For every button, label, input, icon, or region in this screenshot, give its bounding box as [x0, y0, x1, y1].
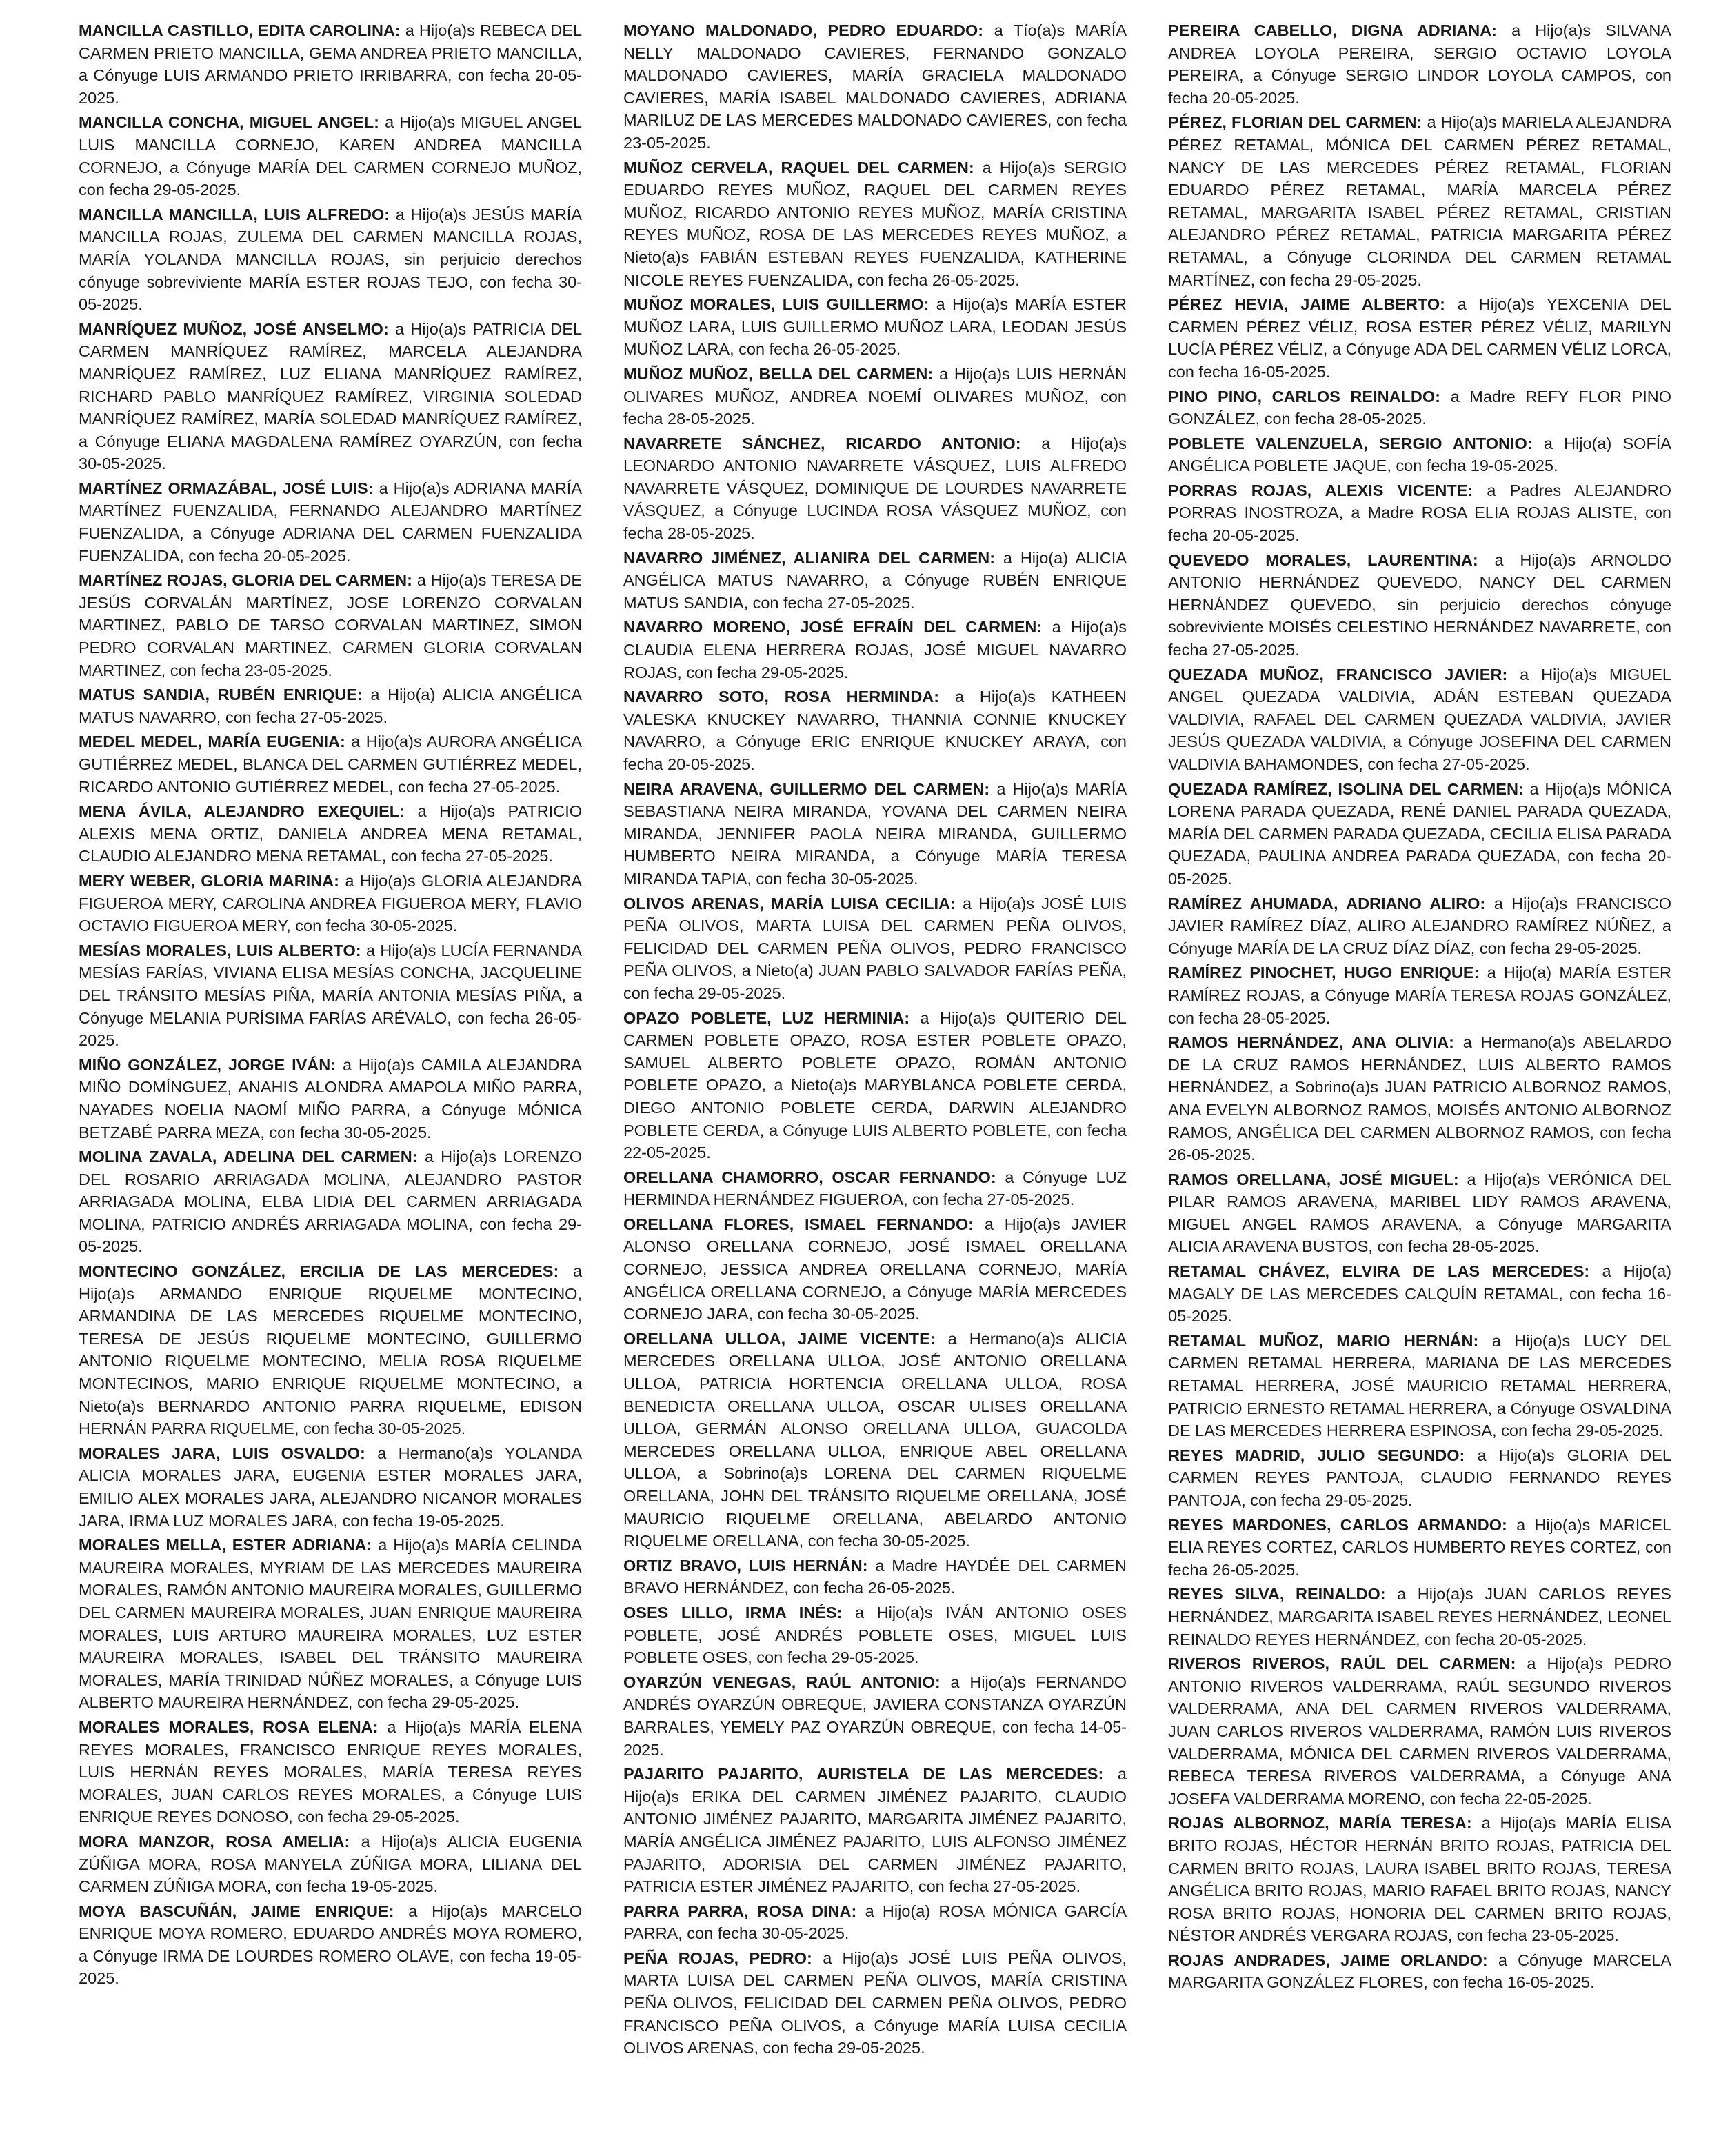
deceased-name: MANRÍQUEZ MUÑOZ, JOSÉ ANSELMO: [79, 319, 389, 338]
notice-entry [1168, 778, 1671, 890]
deceased-name: ORELLANA CHAMORRO, OSCAR FERNANDO: [623, 1168, 996, 1186]
heirs-text: a Hijo(a) ALICIA ANGÉLICA MATUS NAVARRO, con fecha 27-05-2025. [79, 686, 582, 726]
deceased-name: MORA MANZOR, ROSA AMELIA: [79, 1832, 350, 1850]
heirs-text: a Hijo(a)s MARÍA ELISA BRITO ROJAS, HÉCTOR HERNÁN BRITO ROJAS, PATRICIA DEL CARMEN BRITO ROJAS, LAURA ISABEL BRITO ROJAS, TERESA ANGÉLICA BRITO ROJAS, MARIO RAFAEL BRITO ROJAS, NANCY ROSA BRITO ROJAS, HONORIA DEL CARMEN BRITO ROJAS, NÉSTOR ANDRÉS VERGARA ROJAS, con fecha 23-05-2025. [1168, 1814, 1672, 1945]
heirs-text: a Hijo(a)s JOSÉ LUIS PEÑA OLIVOS, MARTA LUISA DEL CARMEN PEÑA OLIVOS, FELICIDAD DEL CARMEN PEÑA OLIVOS, PEDRO FRANCISCO PEÑA OLIVOS, a Nieto(a) JUAN PABLO SALVADOR FARÍAS PEÑA, con fecha 29-05-2025. [623, 894, 1127, 1002]
notice-entry [623, 1328, 1127, 1553]
notice-entry [1168, 1949, 1671, 1994]
deceased-name: NAVARRO JIMÉNEZ, ALIANIRA DEL CARMEN: [623, 548, 996, 567]
heirs-text: a Hijo(a)s PATRICIA DEL CARMEN MANRÍQUEZ RAMÍREZ, MARCELA ALEJANDRA MANRÍQUEZ RAMÍREZ, LUZ ELIANA MANRÍQUEZ RAMÍREZ, RICHARD PABLO MANRÍQUEZ RAMÍREZ, VIRGINIA SOLEDAD MANRÍQUEZ RAMÍREZ, MARÍA SOLEDAD MANRÍQUEZ RAMÍREZ, a Cónyuge ELIANA MAGDALENA RAMÍREZ OYARZÚN, con fecha 30-05-2025. [79, 319, 583, 473]
deceased-name: MORALES JARA, LUIS OSVALDO: [79, 1444, 365, 1462]
heirs-text: a Hijo(a)s QUITERIO DEL CARMEN POBLETE OPAZO, ROSA ESTER POBLETE OPAZO, SAMUEL ALBERTO POBLETE OPAZO, ROMÁN ANTONIO POBLETE OPAZO, a Nieto(a)s MARYBLANCA POBLETE CERDA, DIEGO ANTONIO POBLETE CERDA, DARWIN ALEJANDRO POBLETE CERDA, a Cónyuge LUIS ALBERTO POBLETE, con fecha 22-05-2025. [623, 1008, 1127, 1162]
notice-entry [79, 477, 582, 567]
notice-entry [1168, 1444, 1671, 1512]
deceased-name: REYES MADRID, JULIO SEGUNDO: [1168, 1446, 1465, 1464]
heirs-text: a Hijo(a)s FRANCISCO JAVIER RAMÍREZ DÍAZ, ALIRO ALEJANDRO RAMÍREZ NÚÑEZ, a Cónyuge MARÍA DE LA CRUZ DÍAZ DÍAZ, con fecha 29-05-2025. [1168, 894, 1671, 957]
notice-entry [79, 1146, 582, 1258]
heirs-text: a Hijo(a)s LEONARDO ANTONIO NAVARRETE VÁSQUEZ, LUIS ALFREDO NAVARRETE VÁSQUEZ, DOMINIQUE DE LOURDES NAVARRETE VÁSQUEZ, a Cónyuge LUCINDA ROSA VÁSQUEZ MUÑOZ, con fecha 28-05-2025. [623, 434, 1127, 543]
deceased-name: ROJAS ALBORNOZ, MARÍA TERESA: [1168, 1814, 1472, 1833]
deceased-name: PORRAS ROJAS, ALEXIS VICENTE: [1168, 481, 1473, 499]
deceased-name: NEIRA ARAVENA, GUILLERMO DEL CARMEN: [623, 779, 990, 798]
deceased-name: PINO PINO, CARLOS REINALDO: [1168, 387, 1440, 406]
notice-entry [1168, 432, 1671, 477]
notice-entry [1168, 549, 1671, 661]
deceased-name: MEDEL MEDEL, MARÍA EUGENIA: [79, 732, 345, 751]
notice-entry [623, 1007, 1127, 1164]
deceased-name: MANCILLA CASTILLO, EDITA CAROLINA: [79, 21, 401, 39]
notice-entry [1168, 19, 1671, 109]
notice-entry [1168, 479, 1671, 547]
deceased-name: PAJARITO PAJARITO, AURISTELA DE LAS MERCEDES: [623, 1765, 1104, 1784]
heirs-text: a Hijo(a)s MARÍA ELENA REYES MORALES, FRANCISCO ENRIQUE REYES MORALES, LUIS HERNÁN REYES MORALES, MARÍA TERESA REYES MORALES, JUAN CARLOS REYES MORALES, a Cónyuge LUIS ENRIQUE REYES DONOSO, con fecha 29-05-2025. [79, 1717, 582, 1826]
heirs-text: a Padres ALEJANDRO PORRAS INOSTROZA, a Madre ROSA ELIA ROJAS ALISTE, con fecha 20-05-2025. [1168, 481, 1671, 545]
notice-entry [1168, 1031, 1671, 1166]
notice-entry [1168, 111, 1671, 291]
deceased-name: RETAMAL CHÁVEZ, ELVIRA DE LAS MERCEDES: [1168, 1262, 1590, 1281]
notice-entry [79, 569, 582, 681]
deceased-name: MUÑOZ CERVELA, RAQUEL DEL CARMEN: [623, 158, 974, 177]
notice-entry [79, 939, 582, 1052]
notice-entry [79, 800, 582, 868]
heirs-text: a Tío(a)s MARÍA NELLY MALDONADO CAVIERES, FERNANDO GONZALO MALDONADO CAVIERES, MARÍA GRACIELA MALDONADO CAVIERES, MARÍA ISABEL MALDONADO CAVIERES, ADRIANA MARILUZ DE LAS MERCEDES MALDONADO CAVIERES, con fecha 23-05-2025. [623, 21, 1127, 152]
notice-entry [1168, 892, 1671, 960]
heirs-text: a Hijo(a)s LORENZO DEL ROSARIO ARRIAGADA MOLINA, ALEJANDRO PASTOR ARRIAGADA MOLINA, ELBA LIDIA DEL CARMEN ARRIAGADA MOLINA, PATRICIO ANDRÉS ARRIAGADA MOLINA, con fecha 29-05-2025. [79, 1148, 583, 1256]
column-right [1168, 19, 1671, 2156]
notice-entry [1168, 1168, 1671, 1258]
deceased-name: MONTECINO GONZÁLEZ, ERCILIA DE LAS MERCEDES: [79, 1262, 559, 1281]
heirs-text: a Hermano(a)s ALICIA MERCEDES ORELLANA ULLOA, JOSÉ ANTONIO ORELLANA ULLOA, PATRICIA HORTENCIA ORELLANA ULLOA, ROSA BENEDICTA ORELLANA ULLOA, OSCAR ULISES ORELLANA ULLOA, GERMÁN ALONSO ORELLANA ULLOA, GUACOLDA MERCEDES ORELLANA ULLOA, ENRIQUE ABEL ORELLANA ULLOA, a Sobrino(a)s LORENA DEL CARMEN RIQUELME ORELLANA, JOHN DEL TRÁNSITO RIQUELME ORELLANA, JOSÉ MAURICIO RIQUELME ORELLANA, ABELARDO ANTONIO RIQUELME ORELLANA, con fecha 30-05-2025. [623, 1329, 1127, 1550]
notice-entry [79, 203, 582, 316]
notice-entry [79, 730, 582, 798]
deceased-name: NAVARRO MORENO, JOSÉ EFRAÍN DEL CARMEN: [623, 618, 1043, 637]
deceased-name: NAVARRO SOTO, ROSA HERMINDA: [623, 688, 940, 706]
heirs-text: a Hijo(a) ALICIA ANGÉLICA MATUS NAVARRO, a Cónyuge RUBÉN ENRIQUE MATUS SANDIA, con fecha 27-05-2025. [623, 548, 1127, 612]
deceased-name: RETAMAL MUÑOZ, MARIO HERNÁN: [1168, 1331, 1479, 1350]
heirs-text: a Hijo(a)s GLORIA DEL CARMEN REYES PANTOJA, CLAUDIO FERNANDO REYES PANTOJA, con fecha 29-05-2025. [1168, 1446, 1671, 1509]
notice-entry [1168, 293, 1671, 383]
heirs-text: a Hijo(a)s GLORIA ALEJANDRA FIGUEROA MERY, CAROLINA ANDREA FIGUEROA MERY, FLAVIO OCTAVIO FIGUEROA MERY, con fecha 30-05-2025. [79, 871, 583, 935]
heirs-text: a Hijo(a) ROSA MÓNICA GARCÍA PARRA, con fecha 30-05-2025. [623, 1902, 1127, 1943]
heirs-text: a Hijo(a)s MIGUEL ANGEL QUEZADA VALDIVIA, ADÁN ESTEBAN QUEZADA VALDIVIA, RAFAEL DEL CARMEN QUEZADA VALDIVIA, JAVIER JESÚS QUEZADA VALDIVIA, a Cónyuge JOSEFINA DEL CARMEN VALDIVIA BAHAMONDES, con fecha 27-05-2025. [1168, 665, 1671, 773]
deceased-name: MARTÍNEZ ORMAZÁBAL, JOSÉ LUIS: [79, 479, 374, 497]
heirs-text: a Hijo(a)s KATHEEN VALESKA KNUCKEY NAVARRO, THANNIA CONNIE KNUCKEY NAVARRO, a Cónyuge ERIC ENRIQUE KNUCKEY ARAYA, con fecha 20-05-2025. [623, 688, 1127, 773]
heirs-text: a Hijo(a)s PEDRO ANTONIO RIVEROS VALDERRAMA, RAÚL SEGUNDO RIVEROS VALDERRAMA, ANA DEL CARMEN RIVEROS VALDERRAMA, JUAN CARLOS RIVEROS VALDERRAMA, RAMÓN LUIS RIVEROS VALDERRAMA, MÓNICA DEL CARMEN RIVEROS VALDERRAMA, REBECA TERESA RIVEROS VALDERRAMA, a Cónyuge ANA JOSEFA VALDERRAMA MORENO, con fecha 22-05-2025. [1168, 1655, 1671, 1808]
heirs-text: a Madre HAYDÉE DEL CARMEN BRAVO HERNÁNDEZ, con fecha 26-05-2025. [623, 1556, 1127, 1597]
notice-entry [79, 1900, 582, 1990]
notice-entry [623, 1601, 1127, 1669]
heirs-text: a Hermano(a)s ABELARDO DE LA CRUZ RAMOS HERNÁNDEZ, LUIS ALBERTO RAMOS HERNÁNDEZ, a Sobrino(a)s JUAN PATRICIO ALBORNOZ RAMOS, ANA EVELYN ALBORNOZ RAMOS, MOISÉS ANTONIO ALBORNOZ RAMOS, ANGÉLICA DEL CARMEN ALBORNOZ RAMOS, con fecha 26-05-2025. [1168, 1033, 1671, 1164]
notice-entry [1168, 961, 1671, 1029]
notice-entry [623, 293, 1127, 361]
heirs-text: a Hijo(a)s CAMILA ALEJANDRA MIÑO DOMÍNGUEZ, ANAHIS ALONDRA AMAPOLA MIÑO PARRA, NAYADES NOELIA NAOMÍ MIÑO PARRA, a Cónyuge MÓNICA BETZABÉ PARRA MEZA, con fecha 30-05-2025. [79, 1055, 582, 1141]
heirs-text: a Hijo(a)s JUAN CARLOS REYES HERNÁNDEZ, MARGARITA ISABEL REYES HERNÁNDEZ, LEONEL REINALDO REYES HERNÁNDEZ, con fecha 20-05-2025. [1168, 1585, 1671, 1648]
heirs-text: a Hijo(a)s MARÍA SEBASTIANA NEIRA MIRANDA, YOVANA DEL CARMEN NEIRA MIRANDA, JENNIFER PAOLA NEIRA MIRANDA, GUILLERMO HUMBERTO NEIRA MIRANDA, a Cónyuge MARÍA TERESA MIRANDA TAPIA, con fecha 30-05-2025. [623, 779, 1127, 888]
heirs-text: a Cónyuge LUZ HERMINDA HERNÁNDEZ FIGUEROA, con fecha 27-05-2025. [623, 1168, 1127, 1209]
deceased-name: RAMOS HERNÁNDEZ, ANA OLIVIA: [1168, 1033, 1454, 1052]
heirs-text: a Hijo(a)s MARÍA ESTER MUÑOZ LARA, LUIS GUILLERMO MUÑOZ LARA, LEODAN JESÚS MUÑOZ LARA, con fecha 26-05-2025. [623, 295, 1127, 359]
deceased-name: PARRA PARRA, ROSA DINA: [623, 1902, 857, 1920]
heirs-text: a Hijo(a)s MIGUEL ANGEL LUIS MANCILLA CORNEJO, KAREN ANDREA MANCILLA CORNEJO, a Cónyuge MARÍA DEL CARMEN CORNEJO MUÑOZ, con fecha 29-05-2025. [79, 113, 582, 199]
notice-entry [1168, 1583, 1671, 1650]
notice-entry [623, 892, 1127, 1005]
heirs-text: a Hijo(a)s AURORA ANGÉLICA GUTIÉRREZ MEDEL, BLANCA DEL CARMEN GUTIÉRREZ MEDEL, RICARDO ANTONIO GUTIÉRREZ MEDEL, con fecha 27-05-2025. [79, 732, 582, 796]
notice-entry [623, 1213, 1127, 1326]
notice-entry [79, 1054, 582, 1144]
deceased-name: MENA ÁVILA, ALEJANDRO EXEQUIEL: [79, 802, 405, 821]
notice-entry [623, 1555, 1127, 1599]
heirs-text: a Hijo(a)s YEXCENIA DEL CARMEN PÉREZ VÉLIZ, ROSA ESTER PÉREZ VÉLIZ, MARILYN LUCÍA PÉREZ VÉLIZ, a Cónyuge ADA DEL CARMEN VÉLIZ LORCA, con fecha 16-05-2025. [1168, 295, 1671, 381]
heirs-text: a Hijo(a)s SERGIO EDUARDO REYES MUÑOZ, RAQUEL DEL CARMEN REYES MUÑOZ, RICARDO ANTONIO REYES MUÑOZ, MARÍA CRISTINA REYES MUÑOZ, ROSA DE LAS MERCEDES REYES MUÑOZ, a Nieto(a)s FABIÁN ESTEBAN REYES FUENZALIDA, KATHERINE NICOLE REYES FUENZALIDA, con fecha 26-05-2025. [623, 158, 1127, 289]
deceased-name: MATUS SANDIA, RUBÉN ENRIQUE: [79, 686, 363, 704]
deceased-name: MANCILLA MANCILLA, LUIS ALFREDO: [79, 205, 390, 223]
notice-entry [623, 1166, 1127, 1211]
heirs-text: a Hijo(a)s MARIELA ALEJANDRA PÉREZ RETAMAL, MÓNICA DEL CARMEN PÉREZ RETAMAL, NANCY DE LAS MERCEDES PÉREZ RETAMAL, FLORIAN EDUARDO PÉREZ RETAMAL, MARÍA MARCELA PÉREZ RETAMAL, MARGARITA ISABEL PÉREZ RETAMAL, CRISTIAN ALEJANDRO PÉREZ RETAMAL, PATRICIA MARGARITA PÉREZ RETAMAL, a Cónyuge CLORINDA DEL CARMEN RETAMAL MARTÍNEZ, con fecha 29-05-2025. [1168, 113, 1672, 289]
notice-entry [1168, 663, 1671, 776]
heirs-text: a Hijo(a)s MARÍA CELINDA MAUREIRA MORALES, MYRIAM DE LAS MERCEDES MAUREIRA MORALES, RAMÓN ANTONIO MAUREIRA MORALES, GUILLERMO DEL CARMEN MAUREIRA MORALES, JUAN ENRIQUE MAUREIRA MORALES, LUIS ARTURO MAUREIRA MORALES, LUZ ESTER MAUREIRA MORALES, ISABEL DEL TRÁNSITO MAUREIRA MORALES, MARÍA TRINIDAD NÚÑEZ MORALES, a Cónyuge LUIS ALBERTO MAUREIRA HERNÁNDEZ, con fecha 29-05-2025. [79, 1536, 582, 1712]
column-left [79, 19, 582, 2156]
notice-entry [79, 111, 582, 201]
heirs-text: a Hijo(a)s LUIS HERNÁN OLIVARES MUÑOZ, ANDREA NOEMÍ OLIVARES MUÑOZ, con fecha 28-05-2025. [623, 364, 1127, 428]
notice-entry [623, 1763, 1127, 1898]
notice-entry [623, 432, 1127, 545]
heirs-text: a Hijo(a)s JAVIER ALONSO ORELLANA CORNEJO, JOSÉ ISMAEL ORELLANA CORNEJO, JESSICA ANDREA ORELLANA CORNEJO, MARÍA ANGÉLICA ORELLANA CORNEJO, a Cónyuge MARÍA MERCEDES CORNEJO JARA, con fecha 30-05-2025. [623, 1215, 1127, 1324]
heirs-text: a Hijo(a)s JESÚS MARÍA MANCILLA ROJAS, ZULEMA DEL CARMEN MANCILLA ROJAS, MARÍA YOLANDA MANCILLA ROJAS, sin perjuicio derechos cónyuge sobreviviente MARÍA ESTER ROJAS TEJO, con fecha 30-05-2025. [79, 205, 582, 314]
notice-entry [623, 19, 1127, 154]
deceased-name: OSES LILLO, IRMA INÉS: [623, 1603, 843, 1621]
heirs-text: a Hijo(a)s ARNOLDO ANTONIO HERNÁNDEZ QUEVEDO, NANCY DEL CARMEN HERNÁNDEZ QUEVEDO, sin perjuicio derechos cónyuge sobreviviente MOISÉS CELESTINO HERNÁNDEZ NAVARRETE, con fecha 27-05-2025. [1168, 550, 1671, 659]
notice-entry [623, 363, 1127, 430]
notice-entry [79, 1830, 582, 1898]
notice-entry [1168, 1653, 1671, 1810]
deceased-name: PÉREZ, FLORIAN DEL CARMEN: [1168, 113, 1422, 132]
notice-entry [79, 19, 582, 109]
deceased-name: POBLETE VALENZUELA, SERGIO ANTONIO: [1168, 434, 1533, 452]
heirs-text: a Hijo(a)s REBECA DEL CARMEN PRIETO MANCILLA, GEMA ANDREA PRIETO MANCILLA, a Cónyuge LUIS ARMANDO PRIETO IRRIBARRA, con fecha 20-05-2025. [79, 21, 583, 107]
heirs-text: a Hijo(a)s FERNANDO ANDRÉS OYARZÚN OBREQUE, JAVIERA CONSTANZA OYARZÚN BARRALES, YEMELY PAZ OYARZÚN OBREQUE, con fecha 14-05-2025. [623, 1673, 1127, 1759]
heirs-text: a Hijo(a)s MARICEL ELIA REYES CORTEZ, CARLOS HUMBERTO REYES CORTEZ, con fecha 26-05-2025. [1168, 1515, 1672, 1579]
deceased-name: RAMÍREZ PINOCHET, HUGO ENRIQUE: [1168, 964, 1480, 982]
deceased-name: MOLINA ZAVALA, ADELINA DEL CARMEN: [79, 1148, 418, 1166]
heirs-text: a Hijo(a)s MARCELO ENRIQUE MOYA ROMERO, EDUARDO ANDRÉS MOYA ROMERO, a Cónyuge IRMA DE LOURDES ROMERO OLAVE, con fecha 19-05-2025. [79, 1902, 582, 1988]
heirs-text: a Hijo(a)s PATRICIO ALEXIS MENA ORTIZ, DANIELA ANDREA MENA RETAMAL, CLAUDIO ALEJANDRO MENA RETAMAL, con fecha 27-05-2025. [79, 802, 583, 866]
heirs-text: a Hijo(a)s LUCY DEL CARMEN RETAMAL HERRERA, MARIANA DE LAS MERCEDES RETAMAL HERRERA, JOSÉ MAURICIO RETAMAL HERRERA, PATRICIO ERNESTO RETAMAL HERRERA, a Cónyuge OSVALDINA DE LAS MERCEDES HERRERA ESPINOSA, con fecha 29-05-2025. [1168, 1331, 1672, 1440]
deceased-name: MESÍAS MORALES, LUIS ALBERTO: [79, 941, 361, 959]
deceased-name: PEÑA ROJAS, PEDRO: [623, 1948, 812, 1967]
heirs-text: a Hijo(a) MARÍA ESTER RAMÍREZ ROJAS, a Cónyuge MARÍA TERESA ROJAS GONZÁLEZ, con fecha 28-05-2025. [1168, 964, 1672, 1027]
deceased-name: MOYANO MALDONADO, PEDRO EDUARDO: [623, 21, 984, 39]
heirs-text: a Hijo(a) MAGALY DE LAS MERCEDES CALQUÍN RETAMAL, con fecha 16-05-2025. [1168, 1262, 1672, 1326]
notice-entry [1168, 1260, 1671, 1328]
heirs-text: a Hijo(a)s ERIKA DEL CARMEN JIMÉNEZ PAJARITO, CLAUDIO ANTONIO JIMÉNEZ PAJARITO, MARGARITA JIMÉNEZ PAJARITO, MARÍA ANGÉLICA JIMÉNEZ PAJARITO, LUIS ALFONSO JIMÉNEZ PAJARITO, ADORISIA DEL CARMEN JIMÉNEZ PAJARITO, PATRICIA ESTER JIMÉNEZ PAJARITO, con fecha 27-05-2025. [623, 1765, 1127, 1896]
notice-entry [79, 1716, 582, 1828]
heirs-text: a Hijo(a)s LUCÍA FERNANDA MESÍAS FARÍAS, VIVIANA ELISA MESÍAS CONCHA, JACQUELINE DEL TRÁNSITO MESÍAS PIÑA, MARÍA ANTONIA MESÍAS PIÑA, a Cónyuge MELANIA PURÍSIMA FARÍAS ARÉVALO, con fecha 26-05-2025. [79, 941, 583, 1050]
notice-entry [79, 683, 582, 728]
heirs-text: a Cónyuge MARCELA MARGARITA GONZÁLEZ FLORES, con fecha 16-05-2025. [1168, 1950, 1672, 1992]
deceased-name: OPAZO POBLETE, LUZ HERMINIA: [623, 1008, 910, 1027]
column-middle [623, 19, 1127, 2156]
deceased-name: MANCILLA CONCHA, MIGUEL ANGEL: [79, 113, 379, 132]
deceased-name: MORALES MELLA, ESTER ADRIANA: [79, 1536, 372, 1555]
notice-entry [623, 686, 1127, 775]
heirs-text: a Hijo(a)s SILVANA ANDREA LOYOLA PEREIRA, SERGIO OCTAVIO LOYOLA PEREIRA, a Cónyuge SERGIO LINDOR LOYOLA CAMPOS, con fecha 20-05-2025. [1168, 21, 1671, 107]
deceased-name: PEREIRA CABELLO, DIGNA ADRIANA: [1168, 21, 1498, 39]
deceased-name: MIÑO GONZÁLEZ, JORGE IVÁN: [79, 1055, 336, 1074]
heirs-text: a Madre REFY FLOR PINO GONZÁLEZ, con fecha 28-05-2025. [1168, 387, 1671, 428]
deceased-name: RAMOS ORELLANA, JOSÉ MIGUEL: [1168, 1170, 1459, 1188]
deceased-name: MERY WEBER, GLORIA MARINA: [79, 871, 339, 890]
heirs-text: a Hijo(a)s ALICIA EUGENIA ZÚÑIGA MORA, ROSA MANYELA ZÚÑIGA MORA, LILIANA DEL CARMEN ZÚÑIGA MORA, con fecha 19-05-2025. [79, 1832, 582, 1896]
notice-entry [623, 616, 1127, 683]
heirs-text: a Hermano(a)s YOLANDA ALICIA MORALES JARA, EUGENIA ESTER MORALES JARA, EMILIO ALEX MORALES JARA, ALEJANDRO NICANOR MORALES JARA, IRMA LUZ MORALES JARA, con fecha 19-05-2025. [79, 1444, 583, 1530]
deceased-name: RAMÍREZ AHUMADA, ADRIANO ALIRO: [1168, 894, 1486, 912]
deceased-name: ROJAS ANDRADES, JAIME ORLANDO: [1168, 1950, 1488, 1969]
heirs-text: a Hijo(a)s JOSÉ LUIS PEÑA OLIVOS, MARTA LUISA DEL CARMEN PEÑA OLIVOS, MARÍA CRISTINA PEÑA OLIVOS, FELICIDAD DEL CARMEN PEÑA OLIVOS, PEDRO FRANCISCO PEÑA OLIVOS, a Cónyuge MARÍA LUISA CECILIA OLIVOS ARENAS, con fecha 29-05-2025. [623, 1948, 1127, 2057]
heirs-text: a Hijo(a)s ARMANDO ENRIQUE RIQUELME MONTECINO, ARMANDINA DE LAS MERCEDES RIQUELME MONTECINO, TERESA DE JESÚS RIQUELME MONTECINO, GUILLERMO ANTONIO RIQUELME MONTECINO, MELIA ROSA RIQUELME MONTECINOS, MARIO ENRIQUE RIQUELME MONTECINO, a Nieto(a)s BERNARDO ANTONIO PARRA RIQUELME, EDISON HERNÁN PARRA RIQUELME, con fecha 30-05-2025. [79, 1262, 583, 1438]
deceased-name: REYES SILVA, REINALDO: [1168, 1585, 1386, 1604]
heirs-text: a Hijo(a)s CLAUDIA ELENA HERRERA ROJAS, JOSÉ MIGUEL NAVARRO ROJAS, con fecha 29-05-2025. [623, 618, 1127, 681]
deceased-name: QUEZADA RAMÍREZ, ISOLINA DEL CARMEN: [1168, 779, 1524, 798]
heirs-text: a Hijo(a)s ADRIANA MARÍA MARTÍNEZ FUENZALIDA, FERNANDO ALEJANDRO MARTÍNEZ FUENZALIDA, a Cónyuge ADRIANA DEL CARMEN FUENZALIDA FUENZALIDA, con fecha 20-05-2025. [79, 479, 582, 565]
notice-entry [79, 318, 582, 475]
heirs-text: a Hijo(a)s MÓNICA LORENA PARADA QUEZADA, RENÉ DANIEL PARADA QUEZADA, MARÍA DEL CARMEN PARADA QUEZADA, CECILIA ELISA PARADA QUEZADA, PAULINA ANDREA PARADA QUEZADA, con fecha 20-05-2025. [1168, 779, 1671, 888]
deceased-name: ORELLANA FLORES, ISMAEL FERNANDO: [623, 1215, 974, 1233]
notice-entry [623, 1671, 1127, 1761]
deceased-name: NAVARRETE SÁNCHEZ, RICARDO ANTONIO: [623, 434, 1021, 452]
heirs-text: a Hijo(a)s VERÓNICA DEL PILAR RAMOS ARAVENA, MARIBEL LIDY RAMOS ARAVENA, MIGUEL ANGEL RAMOS ARAVENA, a Cónyuge MARGARITA ALICIA ARAVENA BUSTOS, con fecha 28-05-2025. [1168, 1170, 1671, 1256]
deceased-name: QUEZADA MUÑOZ, FRANCISCO JAVIER: [1168, 665, 1508, 683]
deceased-name: ORELLANA ULLOA, JAIME VICENTE: [623, 1329, 936, 1348]
notice-entry [623, 1900, 1127, 1945]
deceased-name: MARTÍNEZ ROJAS, GLORIA DEL CARMEN: [79, 571, 412, 590]
deceased-name: OLIVOS ARENAS, MARÍA LUISA CECILIA: [623, 894, 956, 912]
notice-entry [1168, 1330, 1671, 1442]
notice-entry [79, 1534, 582, 1714]
notice-entry [79, 1442, 582, 1532]
notice-entry [1168, 386, 1671, 430]
heirs-text: a Hijo(a)s TERESA DE JESÚS CORVALÁN MARTÍNEZ, JOSE LORENZO CORVALAN MARTINEZ, PABLO DE TARSO CORVALAN MARTINEZ, SIMON PEDRO CORVALAN MARTINEZ, CARMEN GLORIA CORVALAN MARTINEZ, con fecha 23-05-2025. [79, 571, 582, 679]
heirs-text: a Hijo(a) SOFÍA ANGÉLICA POBLETE JAQUE, con fecha 19-05-2025. [1168, 434, 1672, 475]
notice-entry [79, 870, 582, 937]
deceased-name: RIVEROS RIVEROS, RAÚL DEL CARMEN: [1168, 1655, 1516, 1673]
deceased-name: ORTIZ BRAVO, LUIS HERNÁN: [623, 1556, 868, 1575]
heirs-text: a Hijo(a)s IVÁN ANTONIO OSES POBLETE, JOSÉ ANDRÉS POBLETE OSES, MIGUEL LUIS POBLETE OSES, con fecha 29-05-2025. [623, 1603, 1127, 1667]
deceased-name: MUÑOZ MORALES, LUIS GUILLERMO: [623, 295, 929, 314]
deceased-name: REYES MARDONES, CARLOS ARMANDO: [1168, 1515, 1507, 1534]
notice-entry [1168, 1812, 1671, 1947]
deceased-name: MOYA BASCUÑÁN, JAIME ENRIQUE: [79, 1902, 394, 1920]
notice-entry [79, 1260, 582, 1440]
deceased-name: MUÑOZ MUÑOZ, BELLA DEL CARMEN: [623, 364, 934, 383]
notice-entry [623, 157, 1127, 292]
notice-entry [1168, 1514, 1671, 1581]
deceased-name: QUEVEDO MORALES, LAURENTINA: [1168, 550, 1478, 569]
deceased-name: OYARZÚN VENEGAS, RAÚL ANTONIO: [623, 1673, 941, 1691]
deceased-name: PÉREZ HEVIA, JAIME ALBERTO: [1168, 295, 1445, 314]
notice-entry [623, 547, 1127, 615]
notice-entry [623, 1947, 1127, 2059]
deceased-name: MORALES MORALES, ROSA ELENA: [79, 1717, 379, 1736]
notice-entry [623, 778, 1127, 890]
